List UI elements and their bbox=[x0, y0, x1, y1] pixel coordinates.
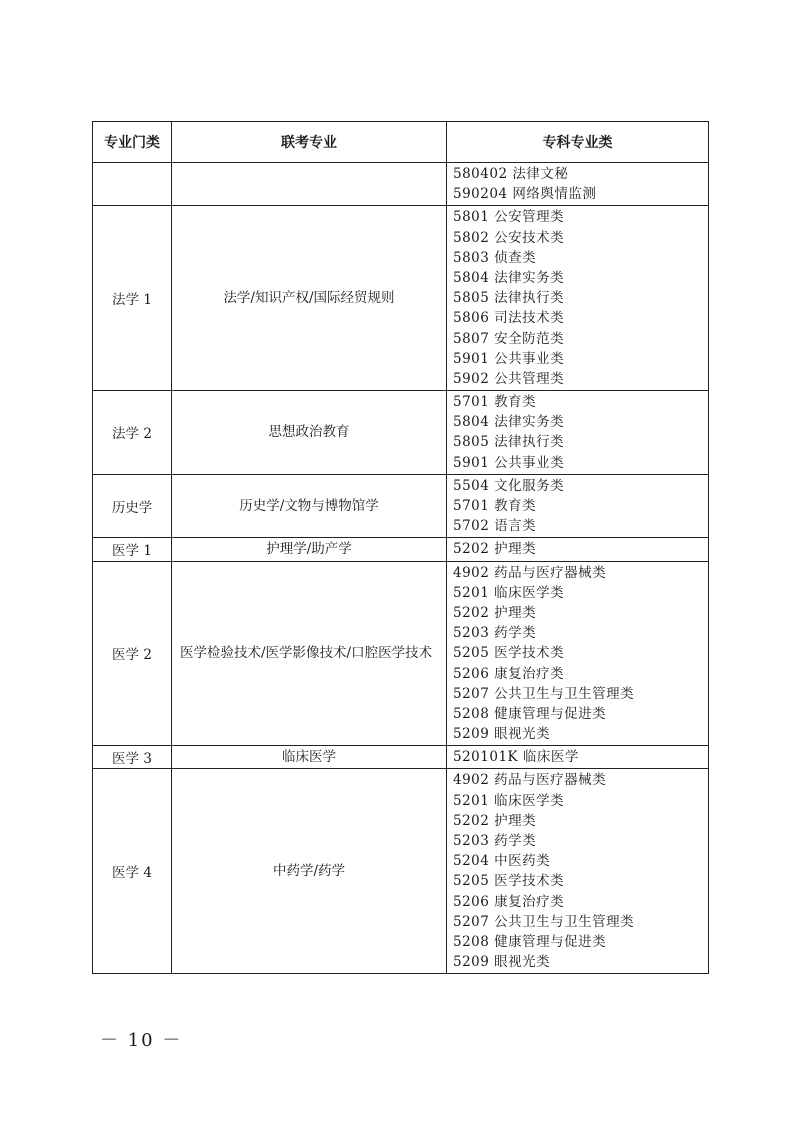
specialty-cell bbox=[447, 769, 709, 974]
specialty-cell bbox=[447, 391, 709, 475]
specialty-item: 5804 法律实务类 bbox=[453, 414, 565, 431]
specialty-item: 5804 法律实务类 bbox=[453, 269, 565, 286]
specialty-cell bbox=[447, 561, 709, 746]
specialty-item: 5807 安全防范类 bbox=[453, 330, 565, 347]
category-cell: 历史学 bbox=[93, 474, 172, 538]
specialty-item: 5901 公共事业类 bbox=[453, 454, 565, 471]
header-exam-major: 联考专业 bbox=[172, 122, 447, 163]
specialty-item: 5209 眼视光类 bbox=[453, 954, 551, 971]
specialty-item: 5204 中医药类 bbox=[453, 853, 551, 870]
exam-major-cell: 护理学/助产学 bbox=[172, 538, 447, 561]
specialty-cell bbox=[447, 206, 709, 391]
header-specialty-class: 专科专业类 bbox=[447, 122, 709, 163]
specialty-item: 5205 医学技术类 bbox=[453, 873, 565, 890]
category-cell bbox=[93, 163, 172, 206]
specialty-item: 4902 药品与医疗器械类 bbox=[453, 772, 607, 789]
specialty-item: 5208 健康管理与促进类 bbox=[453, 933, 607, 950]
specialty-item: 5901 公共事业类 bbox=[453, 350, 565, 367]
category-cell: 医学 2 bbox=[93, 561, 172, 746]
specialty-item: 5208 健康管理与促进类 bbox=[453, 705, 607, 722]
specialty-item: 5207 公共卫生与卫生管理类 bbox=[453, 685, 635, 702]
table-row bbox=[93, 474, 709, 538]
specialty-item: 5803 侦查类 bbox=[453, 249, 537, 266]
exam-major-cell: 法学/知识产权/国际经贸规则 bbox=[172, 206, 447, 391]
category-cell: 法学 1 bbox=[93, 206, 172, 391]
specialty-item: 5207 公共卫生与卫生管理类 bbox=[453, 913, 635, 930]
page-number: － 10 － bbox=[100, 1030, 183, 1051]
specialty-item: 5203 药学类 bbox=[453, 625, 537, 642]
table-row bbox=[93, 391, 709, 475]
specialty-item: 5201 临床医学类 bbox=[453, 792, 565, 809]
specialty-item: 4902 药品与医疗器械类 bbox=[453, 564, 607, 581]
specialty-item: 5206 康复治疗类 bbox=[453, 665, 565, 682]
specialty-item: 5504 文化服务类 bbox=[453, 477, 565, 494]
specialty-cell bbox=[447, 746, 709, 769]
exam-major-cell: 历史学/文物与博物馆学 bbox=[172, 474, 447, 538]
table-row bbox=[93, 163, 709, 206]
specialty-item: 5701 教育类 bbox=[453, 498, 537, 514]
specialty-item: 5805 法律执行类 bbox=[453, 434, 565, 451]
exam-major-cell: 思想政治教育 bbox=[172, 391, 447, 475]
category-cell: 医学 4 bbox=[93, 769, 172, 974]
specialty-item: 5801 公安管理类 bbox=[453, 209, 565, 226]
exam-major-cell: 临床医学 bbox=[172, 746, 447, 769]
specialty-item: 590204 网络舆情监测 bbox=[453, 186, 597, 203]
specialty-item: 5201 临床医学类 bbox=[453, 584, 565, 601]
specialty-item: 5205 医学技术类 bbox=[453, 645, 565, 662]
specialty-item: 5701 教育类 bbox=[453, 394, 537, 411]
header-category: 专业门类 bbox=[93, 122, 172, 163]
specialty-item: 5806 司法技术类 bbox=[453, 310, 565, 327]
specialty-table bbox=[92, 121, 709, 974]
header-row bbox=[93, 122, 709, 163]
specialty-item: 5702 语言类 bbox=[453, 518, 537, 535]
table-row bbox=[93, 561, 709, 746]
specialty-item: 5209 眼视光类 bbox=[453, 726, 551, 743]
specialty-item: 5902 公共管理类 bbox=[453, 370, 565, 387]
specialty-item: 5805 法律执行类 bbox=[453, 290, 565, 307]
exam-major-cell bbox=[172, 163, 447, 206]
exam-major-cell: 中药学/药学 bbox=[172, 769, 447, 974]
category-cell: 医学 3 bbox=[93, 746, 172, 769]
specialty-item: 5203 药学类 bbox=[453, 833, 537, 849]
table-header bbox=[93, 122, 709, 163]
specialty-cell bbox=[447, 538, 709, 561]
category-cell: 法学 2 bbox=[93, 391, 172, 475]
specialty-item: 5802 公安技术类 bbox=[453, 229, 565, 246]
table-row bbox=[93, 206, 709, 391]
table-row bbox=[93, 769, 709, 974]
specialty-item: 5202 护理类 bbox=[453, 541, 537, 558]
category-cell: 医学 1 bbox=[93, 538, 172, 561]
specialty-item: 580402 法律文秘 bbox=[453, 166, 569, 182]
specialty-item: 5206 康复治疗类 bbox=[453, 893, 565, 910]
table-row bbox=[93, 746, 709, 769]
table-body bbox=[93, 163, 709, 974]
specialty-item: 5202 护理类 bbox=[453, 604, 537, 621]
exam-major-cell: 医学检验技术/医学影像技术/口腔医学技术 bbox=[172, 561, 447, 746]
specialty-cell bbox=[447, 163, 709, 206]
table-row bbox=[93, 538, 709, 561]
specialty-item: 5202 护理类 bbox=[453, 812, 537, 829]
specialty-item: 520101K 临床医学 bbox=[453, 749, 579, 766]
specialty-cell bbox=[447, 474, 709, 538]
